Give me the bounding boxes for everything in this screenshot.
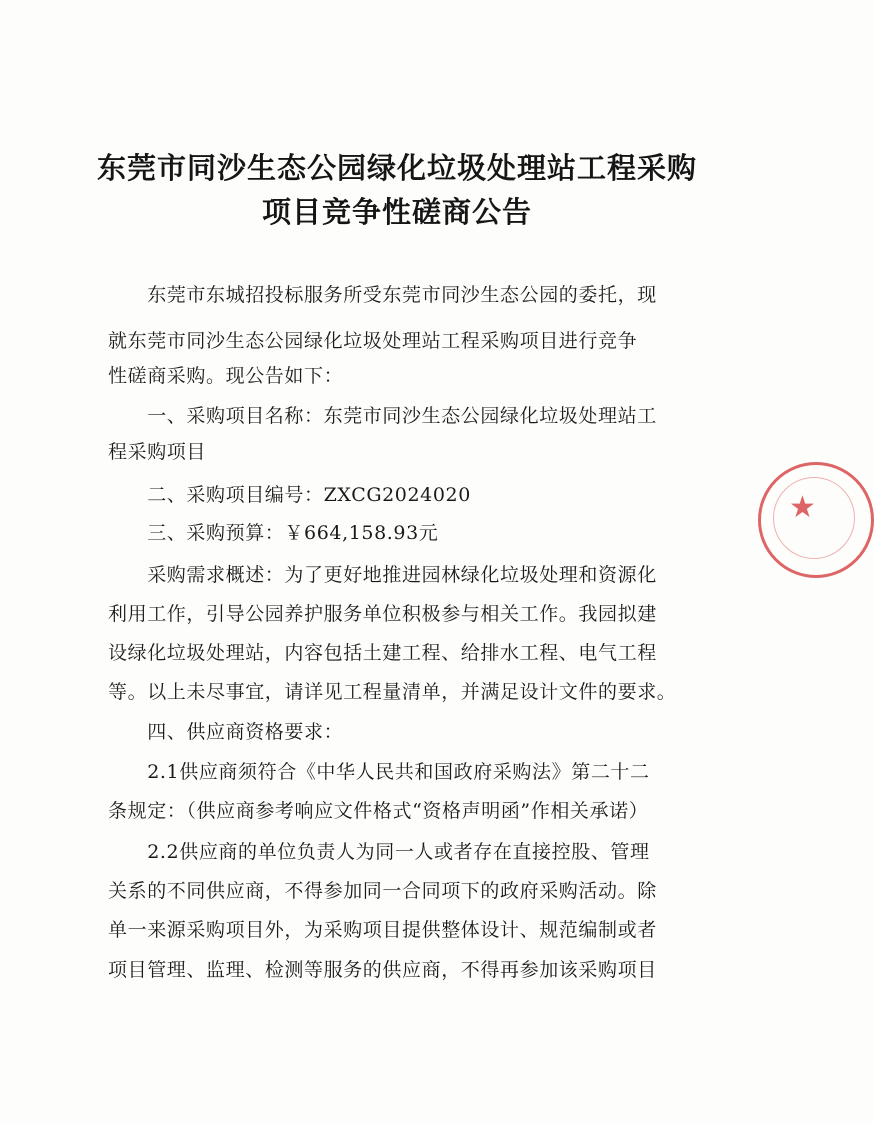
body-line: 设绿化垃圾处理站，内容包括土建工程、给排水工程、电气工程 xyxy=(108,642,657,664)
body-line: 性磋商采购。现公告如下： xyxy=(108,365,344,387)
body-line: 项目管理、监理、检测等服务的供应商，不得再参加该采购项目 xyxy=(108,959,657,981)
body-line: 单一来源采购项目外，为采购项目提供整体设计、规范编制或者 xyxy=(108,919,657,941)
body-line: 三、采购预算：￥664,158.93元 xyxy=(108,522,439,544)
body-line: 东莞市东城招投标服务所受东莞市同沙生态公园的委托，现 xyxy=(108,284,657,306)
body-line: 采购需求概述：为了更好地推进园林绿化垃圾处理和资源化 xyxy=(108,564,657,586)
body-line: 程采购项目 xyxy=(108,441,207,463)
body-line: 就东莞市同沙生态公园绿化垃圾处理站工程采购项目进行竞争 xyxy=(108,330,638,352)
body-line: 关系的不同供应商，不得参加同一合同项下的政府采购活动。除 xyxy=(108,880,657,902)
title-line-2: 项目竞争性磋商公告 xyxy=(261,195,532,229)
seal-star-icon: ★ xyxy=(789,490,816,525)
body-line: 2.2供应商的单位负责人为同一人或者存在直接控股、管理 xyxy=(108,841,650,863)
body-line: 等。以上未尽事宜，请详见工程量清单，并满足设计文件的要求。 xyxy=(108,681,677,703)
title-line-1: 东莞市同沙生态公园绿化垃圾处理站工程采购 xyxy=(96,151,697,185)
document-title xyxy=(90,146,704,234)
body-line: 条规定：（供应商参考响应文件格式“资格声明函”作相关承诺） xyxy=(108,800,649,822)
body-line: 四、供应商资格要求： xyxy=(108,721,344,743)
body-line: 一、采购项目名称：东莞市同沙生态公园绿化垃圾处理站工 xyxy=(108,405,657,427)
body-line: 2.1供应商须符合《中华人民共和国政府采购法》第二十二 xyxy=(108,761,650,783)
body-line: 利用工作，引导公园养护服务单位积极参与相关工作。我园拟建 xyxy=(108,603,657,625)
official-seal-stamp xyxy=(758,462,874,578)
body-line: 二、采购项目编号：ZXCG2024020 xyxy=(108,484,471,506)
